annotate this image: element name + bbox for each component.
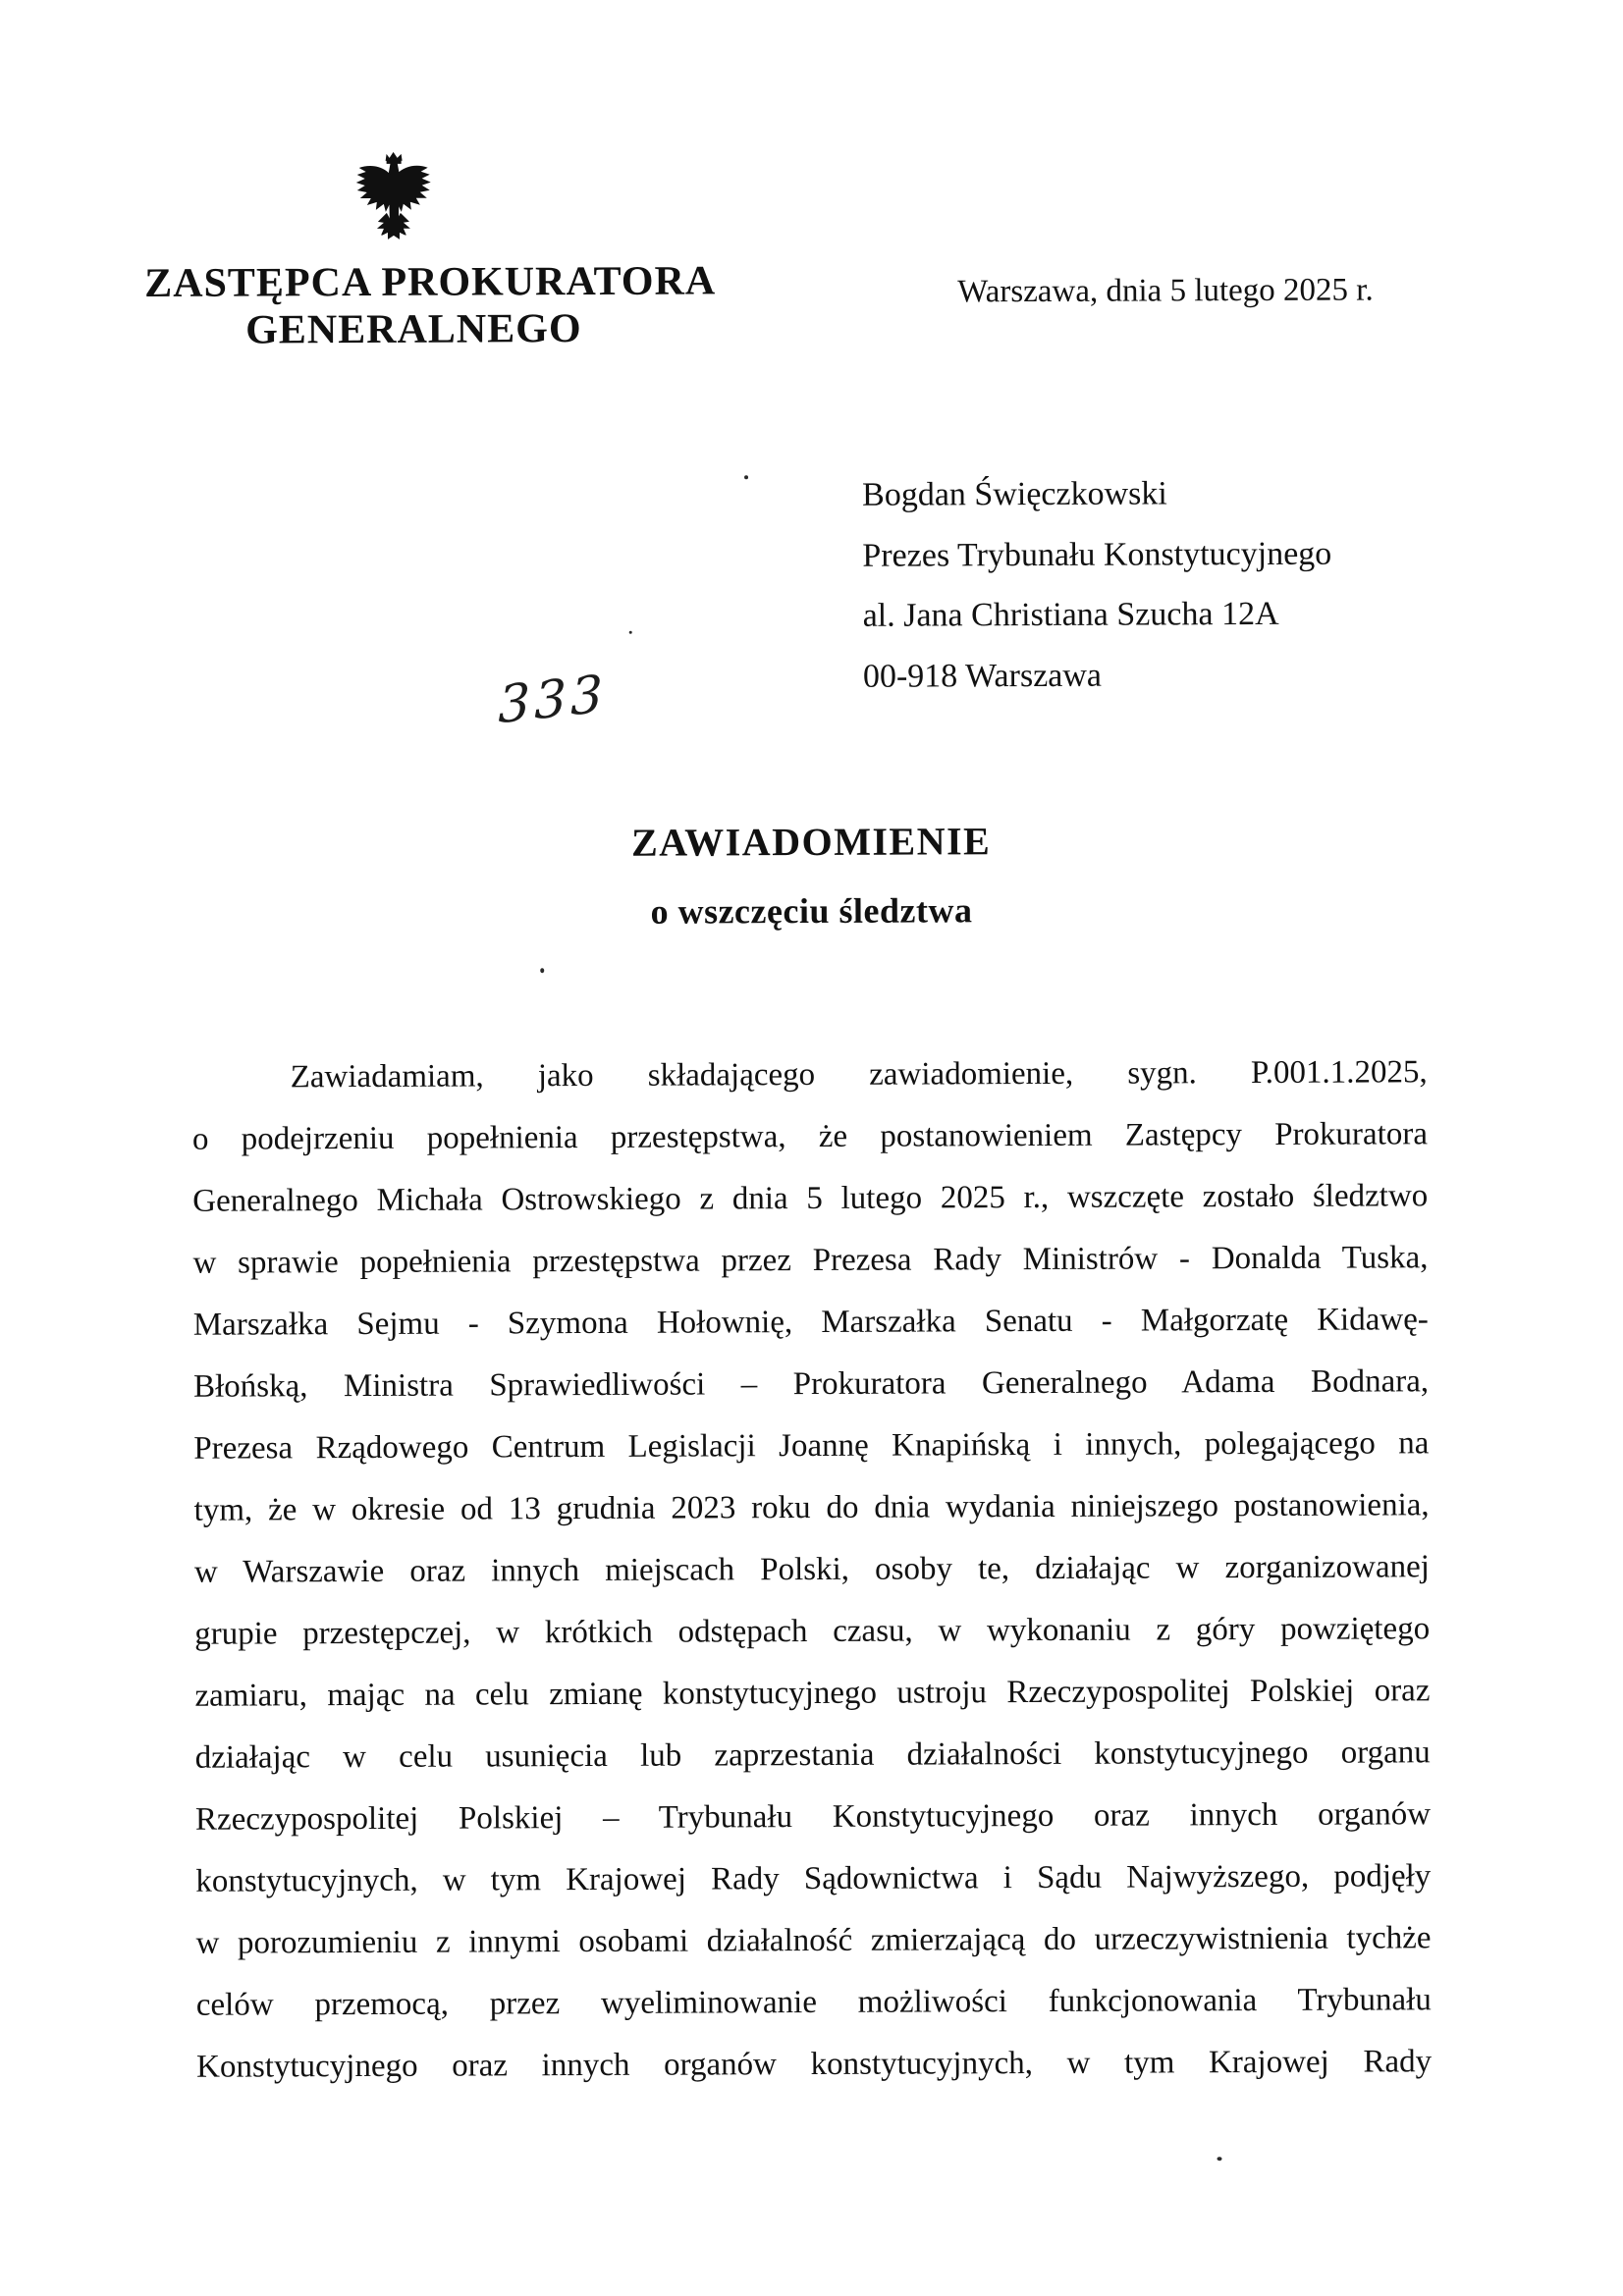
addressee-name: Bogdan Święczkowski (862, 475, 1167, 513)
dateline: Warszawa, dnia 5 lutego 2025 r. (957, 272, 1374, 310)
body-line: tym, że w okresie od 13 grudnia 2023 roku do dnia wydania niniejszego postanowienia, (193, 1487, 1430, 1528)
addressee-block (862, 463, 1332, 707)
scan-artifact-dot (540, 968, 544, 973)
addressee-role: Prezes Trybunału Konstytucyjnego (862, 535, 1332, 574)
title-main: ZAWIADOMIENIE (630, 819, 992, 865)
body-line: działając w celu usunięcia lub zaprzestania działalności konstytucyjnego organu (194, 1735, 1431, 1776)
letterhead-office-line: GENERALNEGO (245, 306, 582, 353)
body-line: w porozumieniu z innymi osobami działalność zmierzającą do urzeczywistnienia tychże (195, 1920, 1432, 1961)
body-line: zamiaru, mając na celu zmianę konstytucyjnego ustroju Rzeczypospolitej Polskiej oraz (194, 1673, 1431, 1714)
document-title (0, 817, 1623, 934)
body-line: Zawiadamiam, jako składającego zawiadomienie, sygn. P.001.1.2025, (290, 1054, 1428, 1095)
body-line: w sprawie popełnienia przestępstwa przez Prezesa Rady Ministrów - Donalda Tuska, (192, 1240, 1429, 1281)
scan-artifact-dot (744, 475, 748, 479)
scan-artifact-dot (1217, 2157, 1222, 2161)
body-line: Rzeczypospolitej Polskiej – Trybunału Konstytucyjnego oraz innych organów (194, 1796, 1432, 1838)
letterhead-office-line: ZASTĘPCA PROKURATORA (144, 258, 717, 306)
body-line: celów przemocą, przez wyeliminowanie możliwości funkcjonowania Trybunału (195, 1982, 1432, 2023)
body-paragraph (192, 1041, 1433, 2098)
handwritten-case-number: 333 (498, 664, 608, 736)
body-line: Konstytucyjnego oraz innych organów konstytucyjnych, w tym Krajowej Rady (196, 2044, 1433, 2085)
body-line: Błońską, Ministra Sprawiedliwości – Prokuratora Generalnego Adama Bodnara, (192, 1363, 1430, 1405)
polish-eagle-emblem (356, 151, 431, 241)
body-line: o podejrzeniu popełnienia przestępstwa, że postanowieniem Zastępcy Prokuratora (191, 1116, 1429, 1157)
body-line: Prezesa Rządowego Centrum Legislacji Joannę Knapińską i innych, polegającego na (193, 1425, 1430, 1467)
body-line: Generalnego Michała Ostrowskiego z dnia 5 lutego 2025 r., wszczęte zostało śledztwo (192, 1178, 1429, 1219)
letterhead (144, 258, 717, 354)
body-line: w Warszawie oraz innych miejscach Polski, osoby te, działając w zorganizowanej (193, 1549, 1430, 1590)
body-line: grupie przestępczej, w krótkich odstępach czasu, w wykonaniu z góry powziętego (194, 1611, 1431, 1652)
addressee-street: al. Jana Christiana Szucha 12A (862, 595, 1279, 634)
body-line: konstytucyjnych, w tym Krajowej Rady Sądownictwa i Sądu Najwyższego, podjęły (195, 1858, 1432, 1899)
title-subtitle: o wszczęciu śledztwa (650, 890, 973, 932)
scan-artifact-dot (629, 631, 632, 634)
addressee-city: 00-918 Warszawa (862, 657, 1103, 695)
body-line: Marszałka Sejmu - Szymona Hołownię, Marszałka Senatu - Małgorzatę Kidawę- (192, 1302, 1429, 1343)
